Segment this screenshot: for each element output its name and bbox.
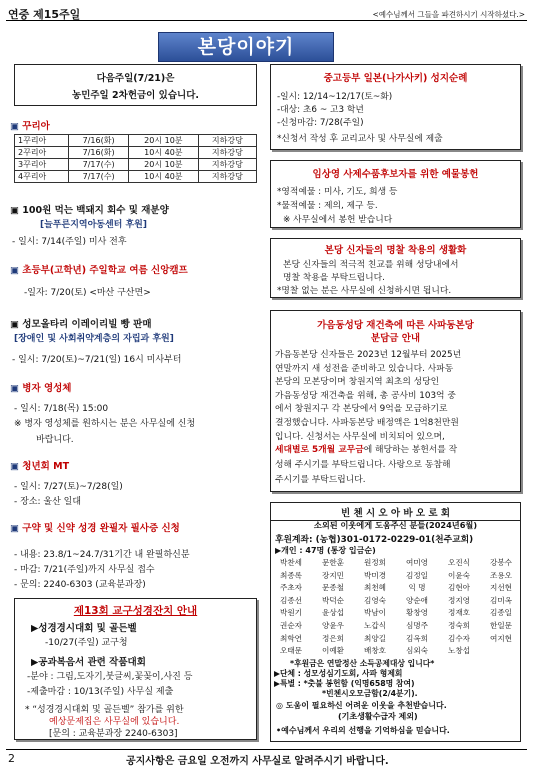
bible-line-2: - 마감: 7/21(주일)까지 사무실 접수: [14, 565, 155, 575]
contest-note-1: * “성경경시대회 및 골든벨” 참가를 위한: [25, 705, 184, 715]
pilgrimage-line-3: -신청마감: 7/28(주일): [277, 118, 364, 128]
donor-name: 강봉수: [489, 558, 512, 567]
donor-name: 김종일: [489, 608, 512, 618]
rebuild-highlight: 세대별로 5개월 교무금: [275, 445, 364, 455]
donor-name: 여지현: [489, 633, 512, 643]
camp-line: -일자: 7/20(토) <마산 구산면>: [24, 288, 151, 298]
donor-name: 정지영: [447, 595, 470, 605]
donor-name: 문종철: [321, 583, 344, 593]
table-cell: 7/17(수): [69, 159, 129, 171]
bread-title: 성모올타리 이레이리빌 빵 판매: [22, 319, 152, 330]
camp-heading: [10, 262, 188, 276]
donor-name: 김종선: [279, 595, 302, 605]
vincent-subtitle: 소외된 이웃에게 도움주신 분들(2024년6월): [313, 520, 478, 530]
donor-name: 한일문: [489, 620, 512, 630]
lay-line-2: *물적예물 : 제의, 제구 등.: [277, 201, 378, 211]
donor-name: 최양길: [363, 633, 386, 643]
donor-name: 김정일: [405, 570, 428, 580]
patient-title: 병자 영성체: [22, 383, 72, 394]
contest-heading-1: ▶성경경시대회 및 골든벨: [31, 623, 137, 634]
lay-box: [270, 160, 521, 228]
donor-name: 장지민: [321, 570, 344, 580]
rebuild-title-1: 가음동성당 재건축에 따른 사파동본당: [317, 320, 474, 331]
name-row: [274, 557, 518, 570]
kkuria-table: [14, 134, 257, 183]
square-bullet-icon: ▣: [10, 319, 19, 330]
table-cell: 10시 40분: [129, 147, 199, 159]
donor-name: 박미경: [363, 570, 386, 580]
page-header: [6, 5, 527, 21]
pilgrimage-box: [270, 64, 521, 150]
camp-title: 초등부(고학년) 주일학교 여름 신앙캠프: [22, 265, 188, 276]
pilgrimage-line-2: -대상: 초6 ~ 고3 학년: [277, 105, 364, 115]
rebuild-text-line: 에서 창원지구 각 본당에서 9억을 모금하기로: [275, 404, 448, 415]
pilgrimage-title: 중고등부 일본(나가사키) 성지순례: [323, 73, 468, 84]
contest-title: 제13회 교구성경잔치 안내: [73, 605, 198, 617]
square-bullet-icon: ▣: [10, 383, 19, 394]
nametag-line-2: 명찰 착용을 부탁드립니다.: [283, 273, 385, 283]
name-row: [274, 582, 518, 595]
vincent-note-6: (기초생활수급자 제외): [338, 712, 418, 721]
vincent-name-grid: [274, 557, 518, 658]
name-row: [274, 620, 518, 633]
table-cell: 7/16(화): [69, 135, 129, 147]
baekse-heading: [10, 202, 169, 216]
bread-subtitle: [장애인 및 사회취약계층의 자립과 후원]: [14, 334, 174, 344]
square-bullet-icon: ▣: [10, 265, 19, 276]
donor-name: 배창호: [363, 646, 386, 656]
rebuild-last-line-2: 주시기를 부탁드립니다.: [275, 475, 366, 485]
contest-heading-2: ▶공과복음서 관련 작품대회: [31, 657, 146, 668]
donor-name: 원정희: [363, 558, 386, 567]
table-cell: 지하강당: [198, 159, 256, 171]
contest-line-1: -10/27(주일) 교구청: [45, 638, 128, 648]
contest-note-2: 예상문제집은 사무실에 있습니다.: [49, 717, 180, 727]
kkuria-title: 꾸리아: [22, 121, 50, 132]
notice-box: [14, 64, 257, 106]
donor-name: 노창섭: [447, 646, 470, 656]
baekse-subtitle: [늘푸른지역아동센터 후원]: [40, 220, 147, 230]
bread-heading: [10, 316, 152, 330]
vincent-note-5: ◎ 도움이 필요하신 어려운 이웃을 추천받습니다.: [276, 701, 447, 710]
table-cell: 20시 10분: [129, 159, 199, 171]
rebuild-highlight-line: [275, 442, 457, 455]
notice-line-2: 농민주일 2차헌금이 있습니다.: [72, 90, 199, 101]
bible-line-1: - 내용: 23.8/1~24.7/31기간 내 완필하신분: [14, 550, 190, 560]
name-row: [274, 645, 518, 658]
patient-line-3: 바랍니다.: [36, 435, 74, 445]
rebuild-highlight-rest: 에 해당하는 봉헌서를 작: [363, 445, 458, 455]
square-bullet-icon: ▣: [10, 121, 19, 132]
donor-name: 최학연: [279, 633, 302, 643]
donor-name: 익 명: [408, 583, 426, 593]
donor-name: 권순자: [279, 620, 302, 630]
nametag-line-3: *명찰 없는 분은 사무실에 신청하시면 됩니다.: [277, 286, 452, 296]
rebuild-text-line: 가음동본당 신자들은 2023년 12월부터 2025년: [275, 350, 462, 360]
patient-line-1: - 일시: 7/18(목) 15:00: [14, 404, 109, 414]
bread-line: - 일시: 7/20(토)~7/21(일) 16시 미사부터: [12, 355, 182, 365]
contest-line-2: -분야 : 그림,도자기,붓글씨,꽃꽂이,사진 등: [27, 672, 193, 682]
vincent-count: ▶개인 : 47명 (통장 입금순): [275, 546, 376, 555]
vincent-account: 후원계좌: (농협)301-0172-0229-01(천주교회): [275, 535, 474, 545]
page-footer: [6, 749, 527, 767]
table-cell: 10시 40분: [129, 171, 199, 183]
nametag-box: [270, 238, 521, 298]
donor-name: 오태문: [279, 646, 302, 656]
donor-name: 노갑식: [363, 620, 386, 630]
bible-line-3: - 문의: 2240-6303 (교육분과장): [14, 580, 146, 590]
table-cell: 지하강당: [198, 147, 256, 159]
donor-name: 이윤숙: [447, 570, 470, 580]
donor-name: 문한훈: [321, 558, 344, 567]
donor-name: 박찬세: [279, 558, 302, 567]
donor-name: 이예환: [321, 646, 344, 656]
name-row: [274, 595, 518, 608]
donor-name: 심외숙: [405, 646, 428, 656]
table-cell: 지하강당: [198, 171, 256, 183]
patient-heading: [10, 380, 72, 394]
youth-title: 청년회 MT: [22, 461, 70, 472]
nametag-line-1: 본당 신자들의 적극적 친교를 위해 성당내에서: [283, 260, 459, 270]
contest-note-3: [문의 : 교육분과장 2240-6303]: [49, 729, 178, 739]
nametag-title: 본당 신자들의 명찰 착용의 생활화: [324, 245, 467, 256]
name-row: [274, 607, 518, 620]
table-row: [15, 159, 257, 171]
donor-name: 양윤우: [321, 620, 344, 630]
donor-name: 박남이: [363, 608, 386, 618]
donor-name: 정재호: [447, 608, 470, 618]
donor-name: 박원기: [279, 608, 302, 618]
youth-heading: [10, 458, 69, 472]
rebuild-title-2: 분담금 안내: [370, 333, 421, 344]
table-cell: 3꾸리아: [15, 159, 69, 171]
name-row: [274, 633, 518, 646]
table-cell: 20시 10분: [129, 135, 199, 147]
donor-name: 지선현: [489, 583, 512, 593]
baekse-line: - 일시: 7/14(주일) 미사 전후: [12, 237, 127, 247]
table-cell: 7/17(수): [69, 171, 129, 183]
vincent-note-1: *후원금은 연말정산 소득공제대상 입니다*: [290, 659, 435, 668]
rebuild-text-line: 본당의 모본당이며 창원지역 최초의 성당인: [275, 377, 440, 388]
vincent-note-2: ▶단체 : 성모성심기도회, 사파 형제회: [274, 669, 403, 678]
table-cell: 7/16(화): [69, 147, 129, 159]
square-bullet-icon: ▣: [10, 461, 19, 472]
donor-name: 최종록: [279, 570, 302, 580]
donor-name: 주초자: [279, 583, 302, 593]
name-row: [274, 570, 518, 583]
footer-message: 공지사항은 금요일 오전까지 사무실로 알려주시기 바랍니다.: [126, 756, 389, 767]
rebuild-text-line: 가음동성당 재건축을 위해, 총 공사비 103억 중: [275, 390, 456, 401]
donor-name: 김수자: [447, 633, 470, 643]
rebuild-text-line: 입니다. 신청서는 사무실에 비치되어 있으며,: [275, 431, 445, 442]
donor-name: 김영숙: [363, 595, 386, 605]
kkuria-heading: [10, 118, 50, 132]
donor-name: 오진식: [447, 558, 470, 567]
patient-line-2: ※ 병자 영성체를 원하시는 분은 사무실에 신청: [14, 419, 196, 429]
donor-name: 조용오: [489, 570, 512, 580]
donor-name: 정은희: [321, 633, 344, 643]
sunday-title: 연중 제15주일: [8, 8, 81, 21]
donor-name: 김현아: [447, 583, 470, 593]
rebuild-box: [270, 310, 521, 492]
table-cell: 1꾸리아: [15, 135, 69, 147]
page-number: 2: [8, 752, 15, 765]
lay-line-3: ※ 사무실에서 봉헌 받습니다: [283, 215, 393, 225]
square-bullet-icon: ▣: [10, 523, 19, 534]
table-row: [15, 171, 257, 183]
donor-name: 심명주: [405, 620, 428, 630]
rebuild-text-line: 결정했습니다. 사파동본당 배정액은 1억8천만원: [275, 418, 459, 428]
vincent-title: 빈 첸 시 오 아 바 오 로 회: [271, 505, 520, 521]
donor-name: [484, 645, 518, 658]
table-cell: 4꾸리아: [15, 171, 69, 183]
donor-name: 최천혜: [363, 583, 386, 593]
donor-name: 윤상섭: [321, 608, 344, 618]
gospel-verse: <예수님께서 그들을 파견하시기 시작하셨다.>: [372, 10, 525, 19]
notice-line-1: 다음주일(7/21)은: [96, 73, 175, 84]
rebuild-last-line-1: 성해 주시기를 부탁드립니다. 사랑으로 동참해: [275, 460, 451, 470]
section-banner: 본당이야기: [158, 32, 334, 62]
table-row: [15, 147, 257, 159]
donor-name: 김미옥: [489, 595, 512, 605]
vincent-note-3: ▶특별 : *춧불 봉헌함 (익명658명 참여): [274, 679, 415, 688]
donor-name: 박덕순: [321, 595, 344, 605]
baekse-title: 100원 먹는 백돼지 회수 및 재분양: [22, 205, 169, 216]
vincent-note-4: *빈첸시오모금함(2/4분기).: [322, 689, 418, 698]
table-row: [15, 135, 257, 147]
contest-box: [14, 598, 257, 740]
pilgrimage-line-4: *신청서 작성 후 교리교사 및 사무실에 제출: [277, 134, 443, 144]
pilgrimage-line-1: -일시: 12/14~12/17(토~화): [277, 92, 393, 102]
donor-name: 여미영: [405, 558, 428, 567]
square-bullet-icon: ▣: [10, 205, 19, 216]
donor-name: 김옥희: [405, 633, 428, 643]
contest-line-3: -제출마감 : 10/13(주일) 사무실 제출: [27, 687, 174, 697]
lay-title: 임상영 사제수품후보자를 위한 예물봉헌: [312, 169, 479, 180]
youth-line-2: - 장소: 울산 일대: [14, 497, 82, 507]
table-cell: 2꾸리아: [15, 147, 69, 159]
vincent-note-7: •예수님께서 우리의 선행을 기억하심을 믿습니다.: [276, 726, 450, 735]
donor-name: 황창영: [405, 608, 428, 618]
donor-name: 양순애: [405, 595, 428, 605]
lay-line-1: *영적예물 : 미사, 기도, 희생 등: [277, 187, 398, 197]
rebuild-text-line: 연말까지 새 성전을 준비하고 있습니다. 사파동: [275, 363, 454, 374]
youth-line-1: - 일시: 7/27(토)~7/28(일): [14, 482, 123, 492]
donor-name: 정숙희: [447, 620, 470, 630]
bible-title: 구약 및 신약 성경 완필자 필사증 신청: [22, 523, 180, 534]
bible-heading: [10, 520, 180, 534]
table-cell: 지하강당: [198, 135, 256, 147]
